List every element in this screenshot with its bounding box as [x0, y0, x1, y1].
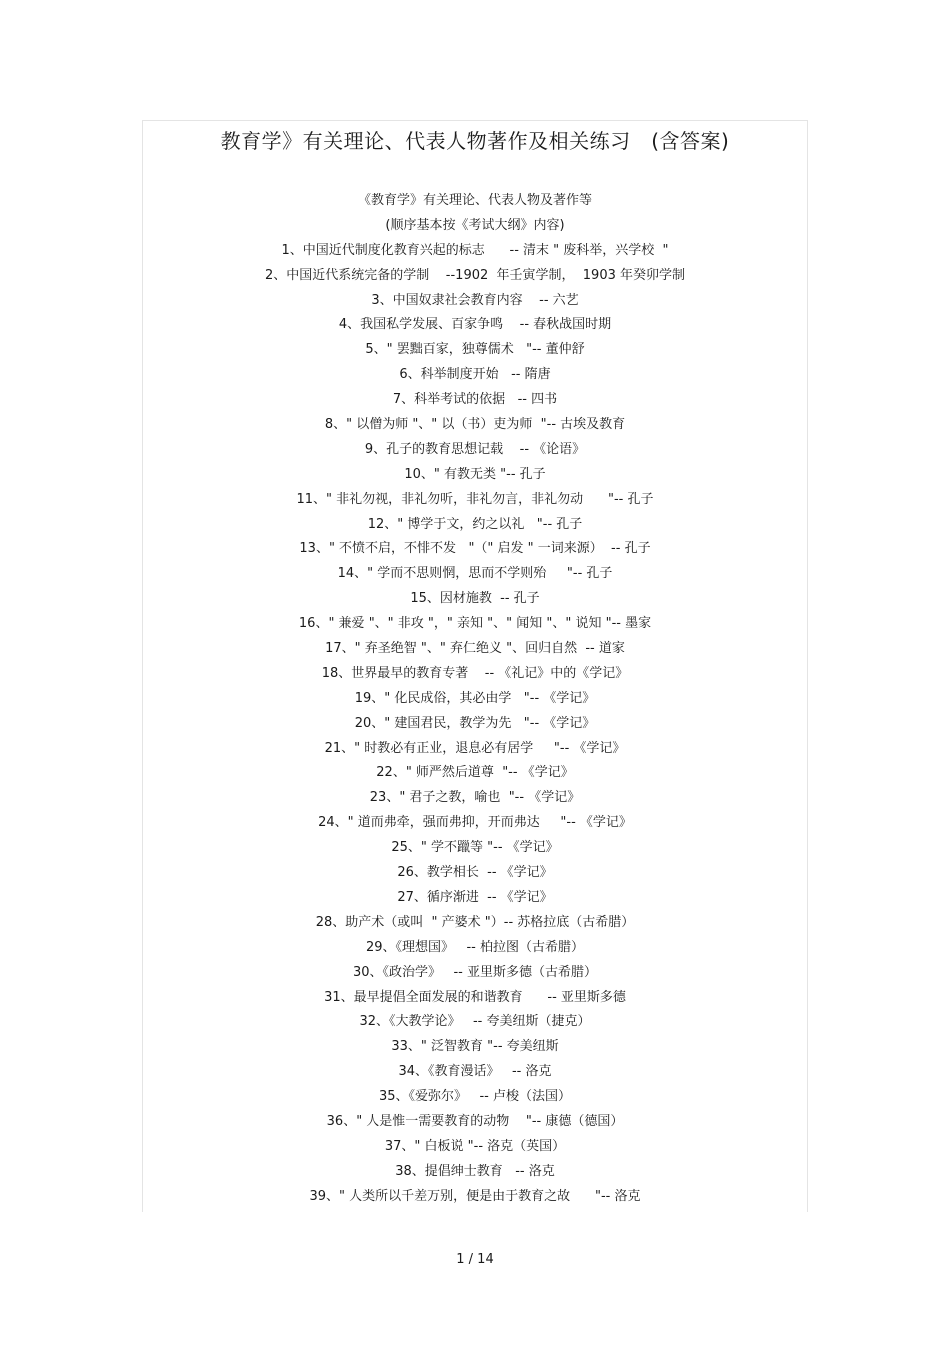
list-item: 34、《教育漫话》 -- 洛克 [398, 1064, 552, 1080]
document-title: 教育学》有关理论、代表人物著作及相关练习 (含答案) [220, 129, 730, 153]
list-item: 14、" 学而不思则惘，思而不学则殆 "-- 孔子 [337, 566, 613, 582]
list-item: 9、孔子的教育思想记载 -- 《论语》 [364, 441, 586, 457]
list-item: 15、因材施教 -- 孔子 [410, 591, 540, 607]
list-item: 37、" 白板说 "-- 洛克（英国） [384, 1138, 566, 1154]
list-item: 11、" 非礼勿视，非礼勿听，非礼勿言，非礼勿动 "-- 孔子 [296, 491, 654, 507]
list-item: 24、" 道而弗牵，强而弗抑，开而弗达 "-- 《学记》 [318, 815, 632, 831]
list-item: 39、" 人类所以千差万别，便是由于教育之故 "-- 洛克 [309, 1188, 641, 1204]
document-body [0, 189, 950, 1210]
list-item: 29、《理想国》 -- 柏拉图（古希腊） [366, 939, 584, 955]
list-item: 6、科举制度开始 -- 隋唐 [399, 367, 551, 383]
list-item: 17、" 弃圣绝智 "、" 弃仁绝义 "、回归自然 -- 道家 [325, 641, 625, 657]
list-item: 7、科举考试的依据 -- 四书 [392, 392, 558, 408]
page-indicator: 1 / 14 [456, 1252, 494, 1267]
list-item: 2、中国近代系统完备的学制 --1902 年壬寅学制， 1903 年癸卯学制 [264, 267, 685, 283]
list-item: 36、" 人是惟一需要教育的动物 "-- 康德（德国） [326, 1113, 624, 1129]
list-item: 35、《爱弥尔》 -- 卢梭（法国） [379, 1089, 571, 1105]
list-item: 23、" 君子之教，喻也 "-- 《学记》 [369, 790, 581, 806]
list-item: 25、" 学不躐等 "-- 《学记》 [391, 840, 559, 856]
list-item: 31、最早提倡全面发展的和谐教育 -- 亚里斯多德 [324, 989, 626, 1005]
list-item: 12、" 博学于文，约之以礼 "-- 孔子 [367, 516, 583, 532]
list-item: 32、《大教学论》 -- 夸美纽斯（捷克） [359, 1014, 591, 1030]
list-item: 8、" 以僧为师 "、" 以（书）吏为师 "-- 古埃及教育 [324, 417, 626, 433]
list-item: 26、教学相长 -- 《学记》 [397, 865, 553, 881]
list-item: 21、" 时教必有正业，退息必有居学 "-- 《学记》 [324, 740, 626, 756]
list-item: 22、" 师严然后道尊 "-- 《学记》 [376, 765, 574, 781]
list-item: 16、" 兼爱 "、" 非攻 "，" 亲知 "、" 闻知 "、" 说知 "-- 墨家 [298, 616, 652, 632]
list-item: 13、" 不愤不启，不悱不发 "（" 启发 " 一词来源） -- 孔子 [299, 541, 651, 557]
list-item: 18、世界最早的教育专著 -- 《礼记》中的《学记》 [321, 665, 629, 681]
list-item: 27、循序渐进 -- 《学记》 [397, 889, 553, 905]
list-item: 19、" 化民成俗，其必由学 "-- 《学记》 [354, 690, 596, 706]
list-item: 38、提倡绅士教育 -- 洛克 [395, 1163, 555, 1179]
subtitle-line: (顺序基本按《考试大纲》内容) [385, 217, 565, 233]
list-item: 33、" 泛智教育 "-- 夸美纽斯 [391, 1039, 559, 1055]
subtitle-line: 《教育学》有关理论、代表人物及著作等 [357, 193, 592, 208]
list-item: 5、" 罢黜百家，独尊儒术 "-- 董仲舒 [365, 342, 585, 358]
list-item: 4、我国私学发展、百家争鸣 -- 春秋战国时期 [338, 317, 612, 333]
list-item: 20、" 建国君民，教学为先 "-- 《学记》 [354, 715, 596, 731]
list-item: 10、" 有教无类 "-- 孔子 [404, 466, 546, 482]
list-item: 30、《政治学》 -- 亚里斯多德（古希腊） [353, 964, 597, 980]
list-item: 3、中国奴隶社会教育内容 -- 六艺 [371, 292, 579, 308]
list-item: 1、中国近代制度化教育兴起的标志 -- 清末 " 废科举，兴学校 " [281, 242, 669, 258]
list-item: 28、助产术（或叫 " 产婆术 "）-- 苏格拉底（古希腊） [315, 914, 635, 930]
